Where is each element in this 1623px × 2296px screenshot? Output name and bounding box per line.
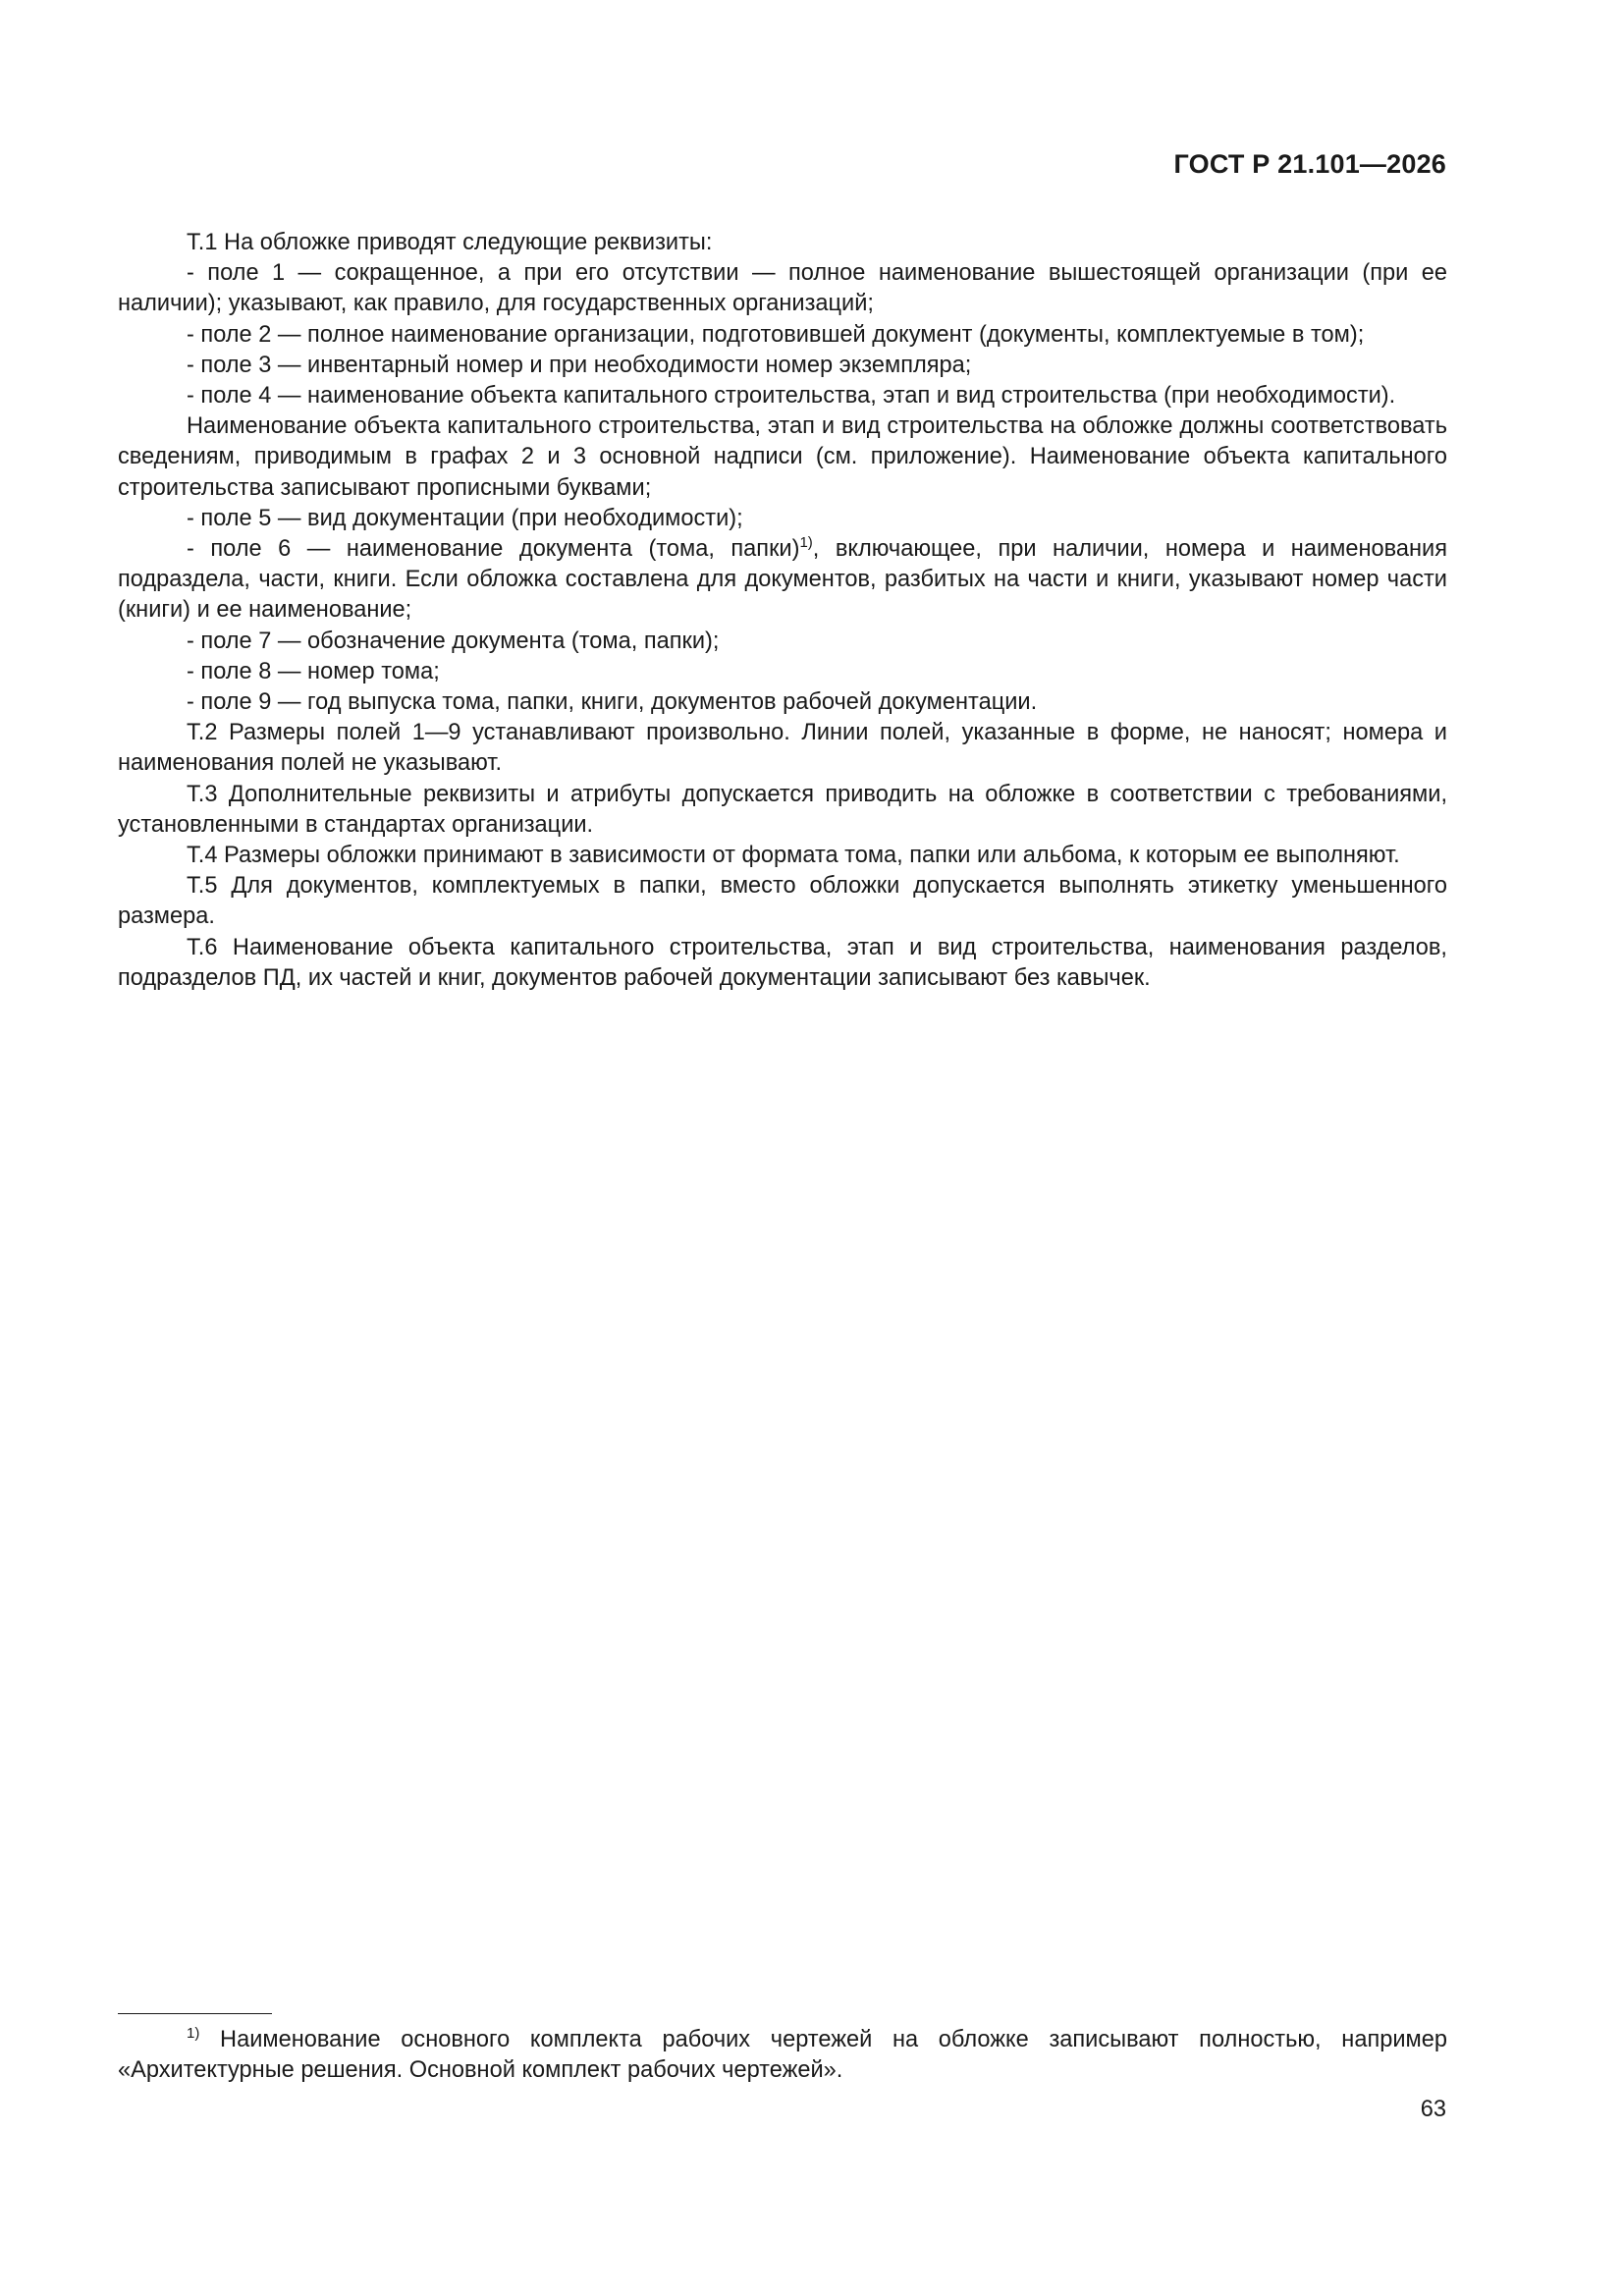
- footnote-text: Наименование основного комплекта рабочих чертежей на обложке записывают полностью, например «Архитектурные решения. Основной комплект рабочих чертежей».: [118, 2027, 1447, 2084]
- paragraph-field-4: - поле 4 — наименование объекта капитального строительства, этап и вид строительства (при необходимости).: [187, 383, 1396, 410]
- footnote-separator: [118, 2013, 272, 2014]
- paragraph-field-1: - поле 1 — сокращенное, а при его отсутствии — полное наименование вышестоящей организации (при ее наличии); указывают, как правило, для государственных организаций;: [118, 260, 1447, 317]
- paragraph-field-3: - поле 3 — инвентарный номер и при необходимости номер экземпляра;: [187, 352, 972, 378]
- paragraph-object-name: Наименование объекта капитального строительства, этап и вид строительства на обложке должны соответствовать сведениям, приводимым в графах 2 и 3 основной надписи (см. приложение). Наименование объекта капитального строительства записывают прописными буквами;: [118, 413, 1447, 501]
- footnote-ref-marker: 1): [799, 534, 813, 552]
- paragraph-field-9: - поле 9 — год выпуска тома, папки, книги, документов рабочей документации.: [187, 689, 1038, 716]
- paragraph-field-6-end: , включающее, при наличии, номера и наименования подраздела, части, книги. Если обложка составлена для документов, разбитых на части и книги, указывают номер части (книги) и ее наименование;: [118, 536, 1447, 624]
- paragraph-field-6: [118, 534, 1447, 627]
- paragraph-t1: Т.1 На обложке приводят следующие реквизиты:: [187, 230, 713, 255]
- paragraph-t2: Т.2 Размеры полей 1—9 устанавливают произвольно. Линии полей, указанные в форме, не наносят; номера и наименования полей не указывают.: [118, 720, 1447, 777]
- paragraph-t6: Т.6 Наименование объекта капитального строительства, этап и вид строительства, наименования разделов, подразделов ПД, их частей и книг, документов рабочей документации записывают без кавычек.: [118, 934, 1447, 991]
- page-number: 63: [1420, 2097, 1446, 2122]
- paragraph-field-2: - поле 2 — полное наименование организации, подготовившей документ (документы, комплектуемые в том);: [187, 321, 1365, 348]
- paragraph-t3: Т.3 Дополнительные реквизиты и атрибуты допускается приводить на обложке в соответствии с требованиями, установленными в стандартах организации.: [118, 781, 1447, 838]
- paragraph-field-5: - поле 5 — вид документации (при необходимости);: [187, 505, 743, 531]
- paragraph-t4: Т.4 Размеры обложки принимают в зависимости от формата тома, папки или альбома, к которым ее выполняют.: [187, 843, 1400, 869]
- paragraph-field-7: - поле 7 — обозначение документа (тома, папки);: [187, 628, 720, 654]
- paragraph-field-6-start: - поле 6 — наименование документа (тома, папки): [187, 536, 800, 563]
- footnote-marker: 1): [187, 2025, 200, 2043]
- paragraph-t5: Т.5 Для документов, комплектуемых в папки, вместо обложки допускается выполнять этикетку уменьшенного размера.: [118, 873, 1447, 930]
- paragraph-field-8: - поле 8 — номер тома;: [187, 658, 440, 684]
- footnote: [118, 2025, 1447, 2086]
- standard-code-header: ГОСТ Р 21.101—2026: [1173, 149, 1446, 179]
- main-body-text: [118, 228, 1447, 994]
